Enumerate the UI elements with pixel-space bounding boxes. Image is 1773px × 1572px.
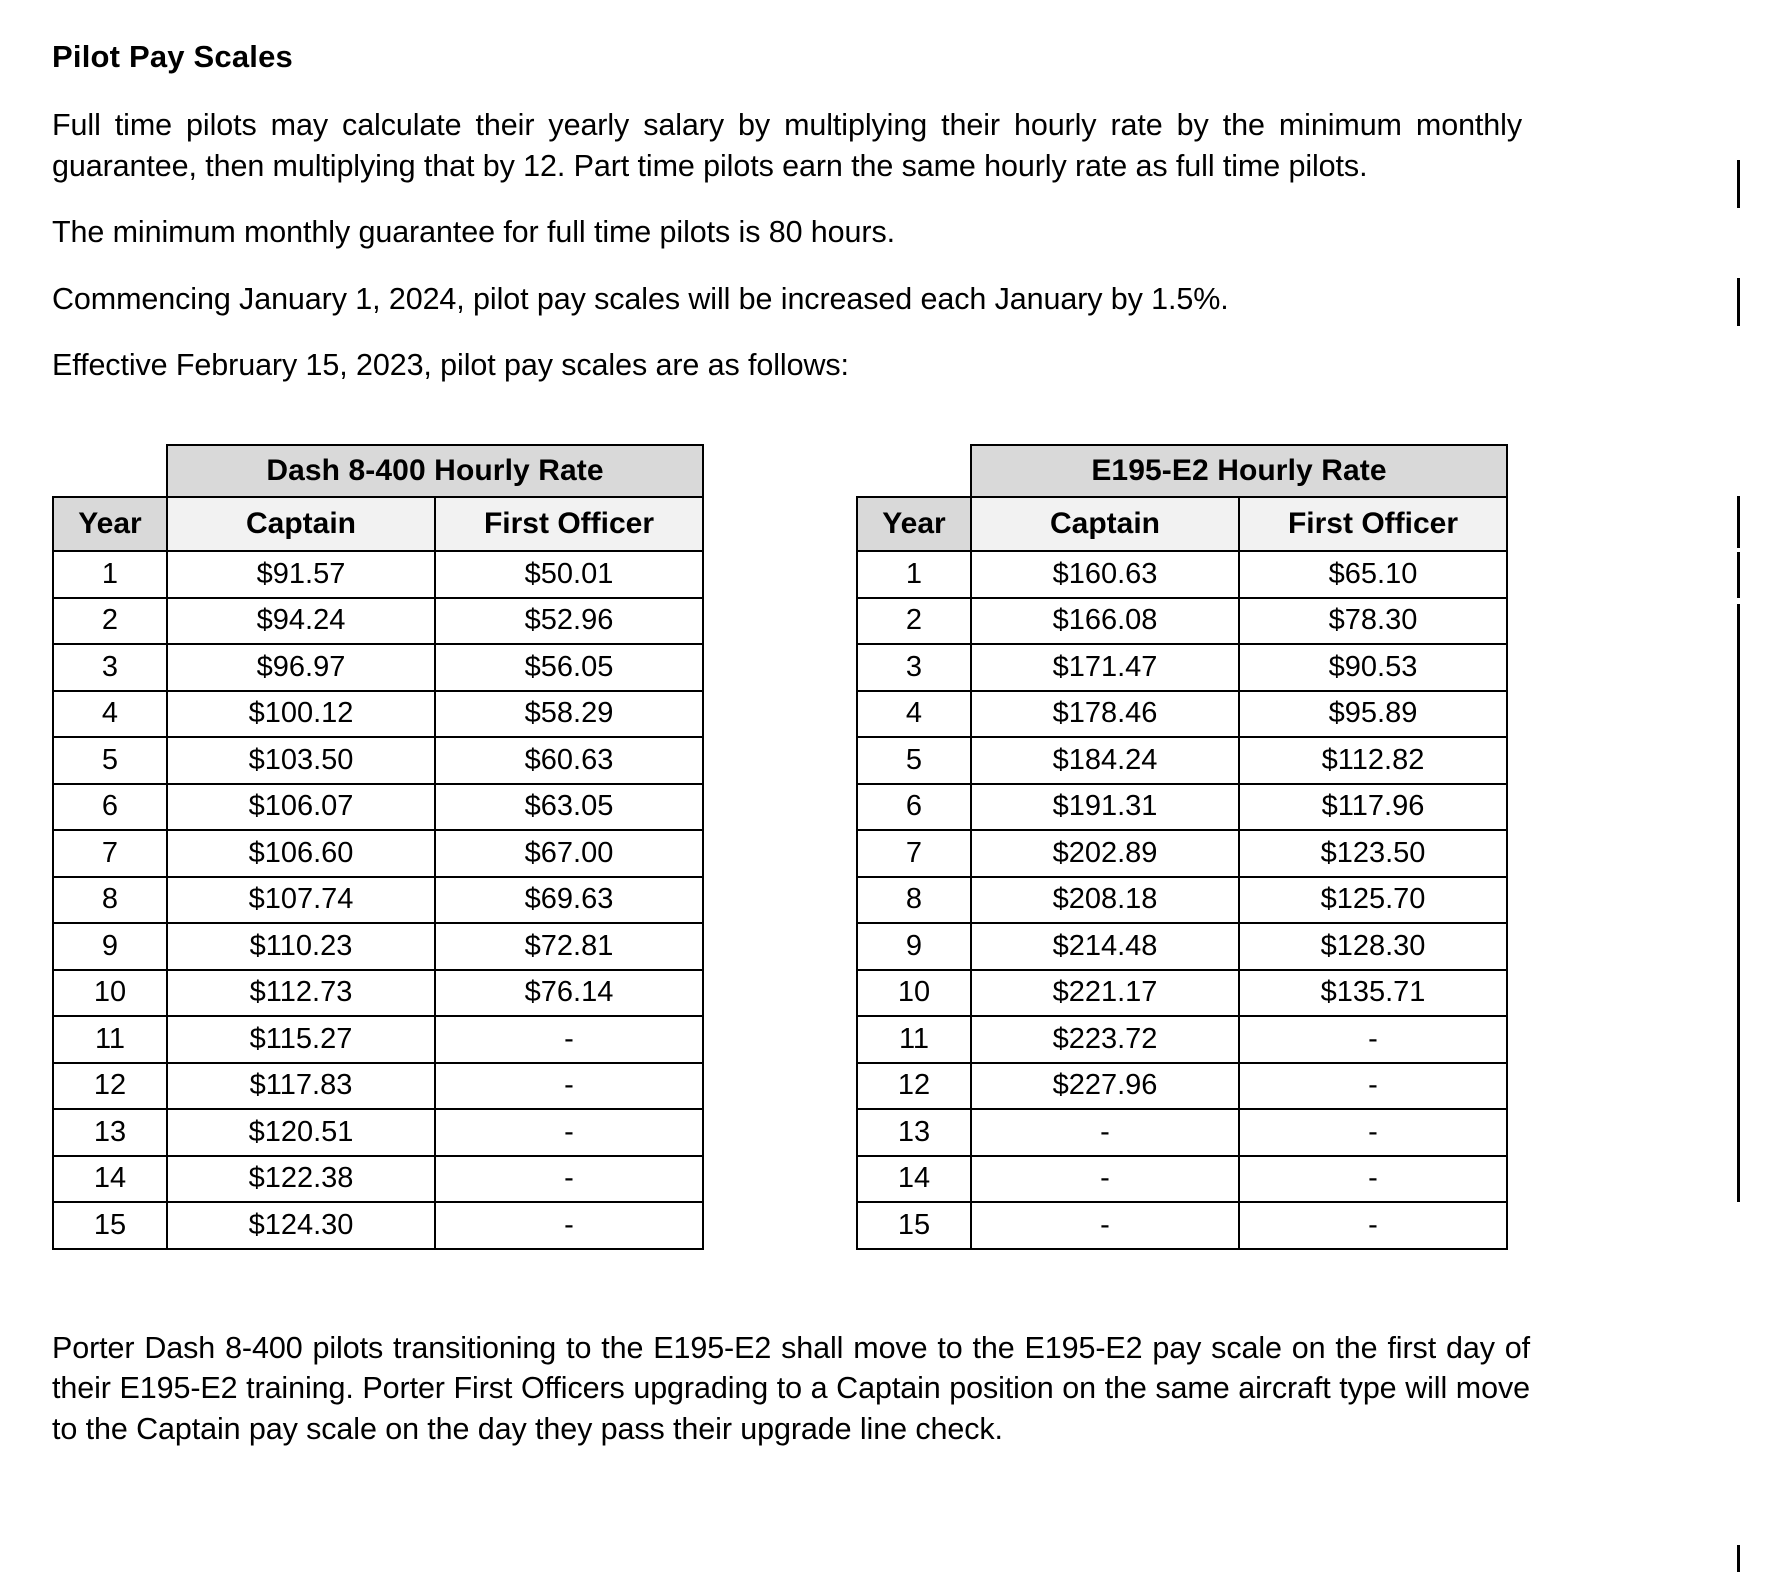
- table-row: [53, 923, 703, 970]
- table-row: [857, 784, 1507, 831]
- column-header-year: Year: [857, 497, 971, 551]
- table-row: [53, 970, 703, 1017]
- table-row: [53, 551, 703, 598]
- pay-table-block-e195-e2: [856, 444, 1508, 1250]
- cell-captain-rate: $221.17: [971, 970, 1239, 1017]
- cell-year: 13: [857, 1109, 971, 1156]
- cell-year: 12: [53, 1063, 167, 1110]
- cell-captain-rate: $103.50: [167, 737, 435, 784]
- table-row: [857, 970, 1507, 1017]
- cell-year: 10: [53, 970, 167, 1017]
- cell-first-officer-rate: $76.14: [435, 970, 703, 1017]
- cell-year: 7: [53, 830, 167, 877]
- cell-first-officer-rate: -: [1239, 1156, 1507, 1203]
- cell-year: 5: [857, 737, 971, 784]
- table-row: [53, 830, 703, 877]
- cell-first-officer-rate: $67.00: [435, 830, 703, 877]
- table-header-row: [857, 497, 1507, 551]
- cell-first-officer-rate: $123.50: [1239, 830, 1507, 877]
- table-row: [857, 691, 1507, 738]
- cell-first-officer-rate: -: [435, 1202, 703, 1249]
- cell-first-officer-rate: $56.05: [435, 644, 703, 691]
- paragraph-effective-date: Effective February 15, 2023, pilot pay scales are as follows:: [52, 348, 849, 383]
- table-row: [53, 644, 703, 691]
- table-row: [53, 1202, 703, 1249]
- cell-first-officer-rate: $125.70: [1239, 877, 1507, 924]
- cell-captain-rate: $112.73: [167, 970, 435, 1017]
- cell-year: 3: [857, 644, 971, 691]
- cell-year: 7: [857, 830, 971, 877]
- table-row: [857, 1063, 1507, 1110]
- cell-year: 2: [857, 598, 971, 645]
- cell-first-officer-rate: $72.81: [435, 923, 703, 970]
- cell-first-officer-rate: $78.30: [1239, 598, 1507, 645]
- cell-first-officer-rate: $60.63: [435, 737, 703, 784]
- cell-year: 9: [857, 923, 971, 970]
- paragraph-annual-increase: Commencing January 1, 2024, pilot pay scales will be increased each January by 1.5%.: [52, 281, 1229, 316]
- table-row: [53, 1063, 703, 1110]
- cell-year: 14: [53, 1156, 167, 1203]
- cell-year: 11: [53, 1016, 167, 1063]
- spanner-blank-cell: [53, 445, 167, 497]
- cell-first-officer-rate: $128.30: [1239, 923, 1507, 970]
- cell-captain-rate: $100.12: [167, 691, 435, 738]
- pay-tables-container: [52, 444, 1721, 1250]
- cell-year: 4: [53, 691, 167, 738]
- cell-captain-rate: $227.96: [971, 1063, 1239, 1110]
- table-row: [53, 691, 703, 738]
- cell-year: 12: [857, 1063, 971, 1110]
- cell-year: 5: [53, 737, 167, 784]
- cell-first-officer-rate: -: [1239, 1202, 1507, 1249]
- cell-captain-rate: $184.24: [971, 737, 1239, 784]
- cell-year: 8: [53, 877, 167, 924]
- table-row: [857, 644, 1507, 691]
- table-spanner-row: [857, 445, 1507, 497]
- table-row: [857, 737, 1507, 784]
- cell-year: 1: [53, 551, 167, 598]
- cell-captain-rate: $223.72: [971, 1016, 1239, 1063]
- cell-year: 14: [857, 1156, 971, 1203]
- table-row: [53, 737, 703, 784]
- cell-first-officer-rate: $63.05: [435, 784, 703, 831]
- table-row: [857, 923, 1507, 970]
- table-row: [53, 1156, 703, 1203]
- cell-first-officer-rate: $69.63: [435, 877, 703, 924]
- cell-captain-rate: $122.38: [167, 1156, 435, 1203]
- table-row: [53, 1016, 703, 1063]
- cell-year: 15: [857, 1202, 971, 1249]
- cell-captain-rate: $120.51: [167, 1109, 435, 1156]
- cell-year: 2: [53, 598, 167, 645]
- pay-table-block-dash8-400: [52, 444, 704, 1250]
- table-row: [857, 1109, 1507, 1156]
- cell-year: 4: [857, 691, 971, 738]
- cell-year: 6: [857, 784, 971, 831]
- table-row: [857, 598, 1507, 645]
- cell-captain-rate: $110.23: [167, 923, 435, 970]
- column-header-year: Year: [53, 497, 167, 551]
- cell-year: 11: [857, 1016, 971, 1063]
- cell-captain-rate: $115.27: [167, 1016, 435, 1063]
- cell-first-officer-rate: -: [1239, 1109, 1507, 1156]
- cell-year: 15: [53, 1202, 167, 1249]
- cell-captain-rate: $117.83: [167, 1063, 435, 1110]
- cell-captain-rate: $124.30: [167, 1202, 435, 1249]
- cell-captain-rate: $178.46: [971, 691, 1239, 738]
- table-row: [53, 598, 703, 645]
- table-row: [857, 1202, 1507, 1249]
- cell-captain-rate: -: [971, 1109, 1239, 1156]
- cell-first-officer-rate: -: [435, 1063, 703, 1110]
- cell-year: 10: [857, 970, 971, 1017]
- cell-captain-rate: $202.89: [971, 830, 1239, 877]
- column-header-captain: Captain: [971, 497, 1239, 551]
- cell-first-officer-rate: -: [1239, 1016, 1507, 1063]
- spanner-blank-cell: [857, 445, 971, 497]
- table-row: [857, 1016, 1507, 1063]
- cell-first-officer-rate: -: [435, 1156, 703, 1203]
- cell-first-officer-rate: $58.29: [435, 691, 703, 738]
- cell-first-officer-rate: $95.89: [1239, 691, 1507, 738]
- cell-captain-rate: $166.08: [971, 598, 1239, 645]
- column-header-first-officer: First Officer: [1239, 497, 1507, 551]
- table-row: [53, 784, 703, 831]
- paragraph-transition-rules: Porter Dash 8-400 pilots transitioning to the E195-E2 shall move to the E195-E2 pay scale on the first day of their E195-E2 training. Porter First Officers upgrading to a Captain position on the same aircraft type will move to the Captain pay scale on the day they pass their upgrade line check.: [52, 1330, 1530, 1446]
- spanner-title-e195-e2: E195-E2 Hourly Rate: [971, 445, 1507, 497]
- cell-year: 13: [53, 1109, 167, 1156]
- cell-first-officer-rate: $50.01: [435, 551, 703, 598]
- cell-captain-rate: -: [971, 1202, 1239, 1249]
- cell-captain-rate: $94.24: [167, 598, 435, 645]
- cell-first-officer-rate: $112.82: [1239, 737, 1507, 784]
- spanner-title-dash8-400: Dash 8-400 Hourly Rate: [167, 445, 703, 497]
- cell-first-officer-rate: $65.10: [1239, 551, 1507, 598]
- pay-table-e195-e2: [856, 444, 1508, 1250]
- table-spanner-row: [53, 445, 703, 497]
- table-row: [53, 877, 703, 924]
- cell-captain-rate: $191.31: [971, 784, 1239, 831]
- page-title: Pilot Pay Scales: [52, 39, 293, 74]
- cell-captain-rate: $171.47: [971, 644, 1239, 691]
- paragraph-salary-calculation: Full time pilots may calculate their yearly salary by multiplying their hourly rate by the minimum monthly guarantee, then multiplying that by 12. Part time pilots earn the same hourly rate as full time pilots.: [52, 108, 1522, 183]
- cell-year: 9: [53, 923, 167, 970]
- table-row: [857, 830, 1507, 877]
- cell-first-officer-rate: -: [1239, 1063, 1507, 1110]
- cell-first-officer-rate: $135.71: [1239, 970, 1507, 1017]
- cell-captain-rate: $106.07: [167, 784, 435, 831]
- table-header-row: [53, 497, 703, 551]
- column-header-first-officer: First Officer: [435, 497, 703, 551]
- cell-captain-rate: $214.48: [971, 923, 1239, 970]
- cell-year: 1: [857, 551, 971, 598]
- cell-captain-rate: $160.63: [971, 551, 1239, 598]
- cell-year: 6: [53, 784, 167, 831]
- table-row: [53, 1109, 703, 1156]
- pay-table-dash8-400: [52, 444, 704, 1250]
- cell-first-officer-rate: $52.96: [435, 598, 703, 645]
- cell-year: 3: [53, 644, 167, 691]
- column-header-captain: Captain: [167, 497, 435, 551]
- cell-first-officer-rate: -: [435, 1016, 703, 1063]
- cell-first-officer-rate: $117.96: [1239, 784, 1507, 831]
- table-row: [857, 877, 1507, 924]
- cell-captain-rate: $106.60: [167, 830, 435, 877]
- cell-captain-rate: $208.18: [971, 877, 1239, 924]
- table-row: [857, 1156, 1507, 1203]
- cell-captain-rate: -: [971, 1156, 1239, 1203]
- cell-captain-rate: $107.74: [167, 877, 435, 924]
- cell-captain-rate: $96.97: [167, 644, 435, 691]
- cell-captain-rate: $91.57: [167, 551, 435, 598]
- cell-first-officer-rate: -: [435, 1109, 703, 1156]
- cell-first-officer-rate: $90.53: [1239, 644, 1507, 691]
- paragraph-monthly-guarantee: The minimum monthly guarantee for full time pilots is 80 hours.: [52, 215, 895, 250]
- cell-year: 8: [857, 877, 971, 924]
- table-row: [857, 551, 1507, 598]
